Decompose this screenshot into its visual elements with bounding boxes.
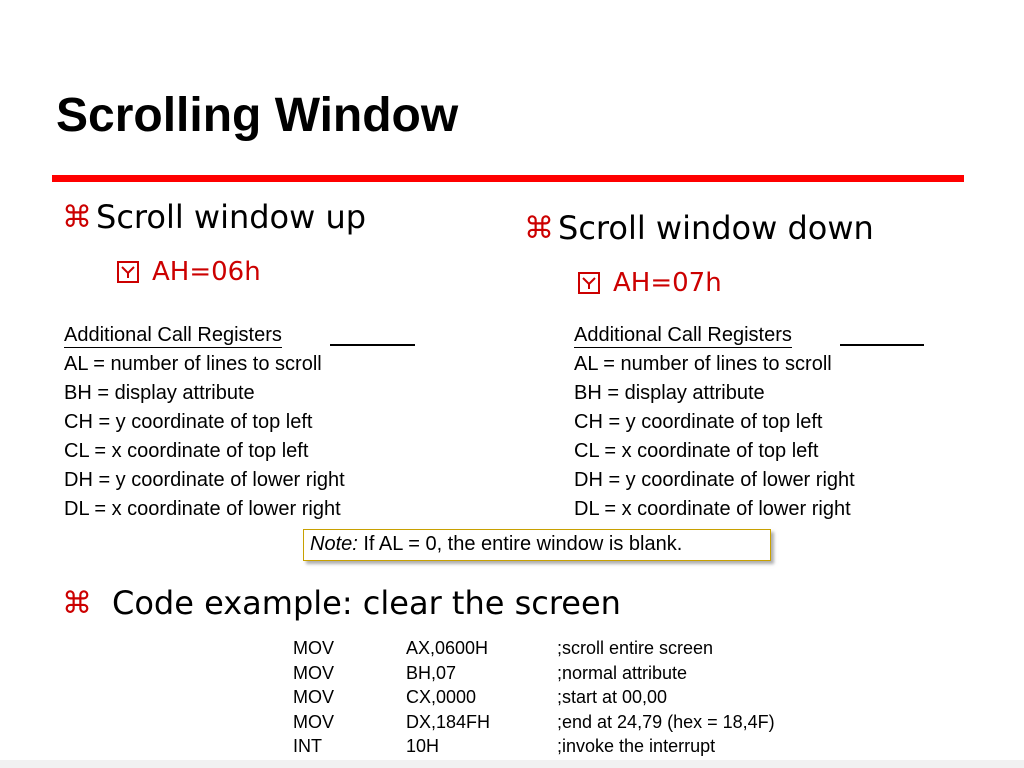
sub-bullet-ah07-label: AH=07h	[613, 268, 722, 298]
code-comment: ;start at 00,00	[557, 687, 668, 707]
sub-bullet-ah07	[578, 268, 722, 298]
code-line	[293, 661, 833, 686]
register-line: BH = display attribute	[64, 382, 255, 404]
right-register-list	[574, 321, 855, 524]
title-divider	[52, 175, 964, 182]
register-line: DH = y coordinate of lower right	[64, 469, 345, 491]
checkbox-bullet-icon	[117, 261, 139, 283]
code-listing	[293, 636, 833, 759]
register-line: CH = y coordinate of top left	[64, 411, 313, 433]
register-header-rule	[330, 344, 415, 346]
code-comment: ;normal attribute	[557, 662, 688, 683]
register-header: Additional Call Registers	[574, 324, 792, 346]
code-arg: AX,0600H	[406, 638, 489, 658]
code-op: MOV	[293, 687, 335, 707]
code-comment: ;end at 24,79 (hex = 18,4F)	[557, 711, 775, 732]
command-bullet-icon: ⌘	[62, 199, 92, 235]
register-header: Additional Call Registers	[64, 324, 282, 346]
register-line: CH = y coordinate of top left	[574, 411, 823, 433]
code-arg: BH,07	[406, 662, 457, 683]
bullet-scroll-up-label: Scroll window up	[96, 198, 367, 236]
left-register-list	[64, 321, 345, 524]
sub-bullet-ah06	[117, 257, 261, 287]
checkbox-bullet-icon	[578, 272, 600, 294]
command-bullet-icon: ⌘	[524, 210, 554, 246]
bullet-scroll-up	[62, 198, 366, 236]
sub-bullet-ah06-label: AH=06h	[152, 257, 261, 287]
code-op: MOV	[293, 662, 335, 683]
note-text: If AL = 0, the entire window is blank.	[357, 533, 683, 555]
register-line: AL = number of lines to scroll	[574, 353, 832, 375]
code-op: MOV	[293, 638, 335, 658]
code-line	[293, 710, 833, 735]
bullet-scroll-down	[524, 209, 874, 247]
code-comment: ;invoke the interrupt	[557, 736, 716, 756]
register-line: AL = number of lines to scroll	[64, 353, 322, 375]
code-comment: ;scroll entire screen	[557, 638, 714, 658]
register-line: DL = x coordinate of lower right	[574, 498, 851, 520]
note-box	[303, 529, 771, 561]
code-arg: DX,184FH	[406, 711, 491, 732]
code-line	[293, 685, 833, 710]
code-line	[293, 636, 833, 661]
register-header-rule	[840, 344, 924, 346]
register-line: CL = x coordinate of top left	[574, 440, 819, 462]
register-line: DL = x coordinate of lower right	[64, 498, 341, 520]
note-label: Note:	[310, 533, 358, 555]
register-line: CL = x coordinate of top left	[64, 440, 309, 462]
bullet-code-example-label: Code example: clear the screen	[112, 584, 621, 622]
code-op: MOV	[293, 711, 335, 732]
code-op: INT	[293, 736, 322, 756]
bullet-scroll-down-label: Scroll window down	[558, 209, 874, 247]
slide-bottom-edge	[0, 760, 1024, 768]
command-bullet-icon: ⌘	[62, 585, 92, 621]
register-line: DH = y coordinate of lower right	[574, 469, 855, 491]
register-line: BH = display attribute	[574, 382, 765, 404]
code-arg: CX,0000	[406, 687, 477, 707]
slide-title: Scrolling Window	[56, 89, 459, 142]
code-line	[293, 734, 833, 759]
bullet-code-example	[62, 584, 621, 622]
code-arg: 10H	[406, 736, 440, 756]
